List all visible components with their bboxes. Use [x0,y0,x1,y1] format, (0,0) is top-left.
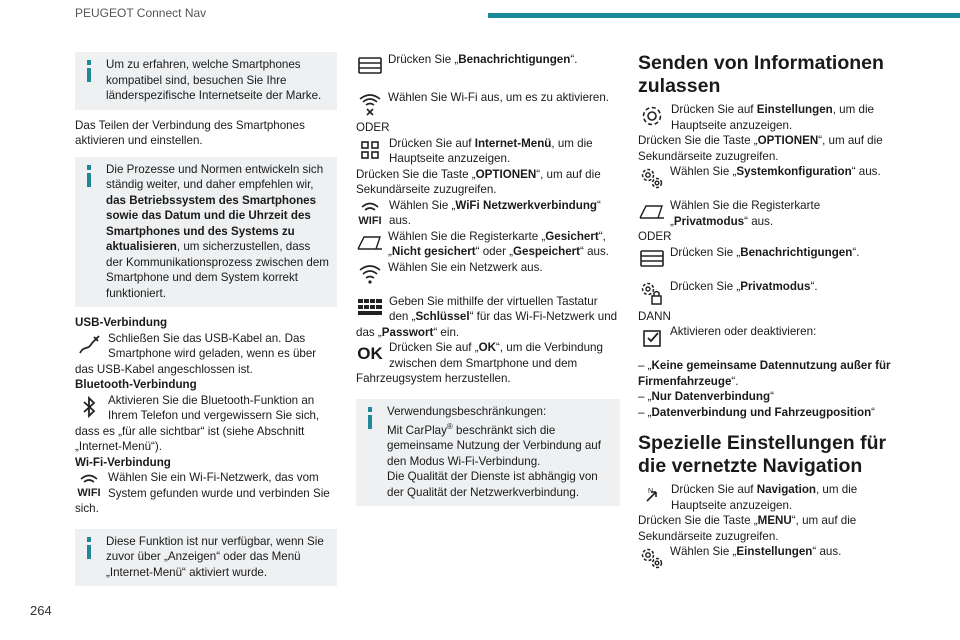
step-tab-select: Wählen Sie die Registerkarte „Gesichert“, „Nicht gesichert“ oder „Gespeichert“ aus. [356,229,620,260]
double-gear-icon [638,164,666,192]
section-title-bluetooth: Bluetooth-Verbindung [75,378,197,391]
apps-grid-icon [356,136,384,164]
notifications-icon [356,52,384,80]
step-private-tab: Wählen Sie die Registerkarte „Privatmodus“ aus. [638,198,900,229]
step-wifi-network: WIFI Wählen Sie „WiFi Netzwerkverbindung“ aus. [356,198,620,229]
svg-text:WIFI: WIFI [77,487,101,498]
svg-text:N: N [648,488,654,495]
note-text: Diese Funktion ist nur verfügbar, wenn Sie zuvor über „Anzeigen“ oder das Menü „Internet-Menü“ aktiviert wurde. [106,534,324,579]
list-item: – „Datenverbindung und Fahrzeugposition“ [638,405,876,419]
step-toggle: Aktivieren oder deaktivieren: [638,324,900,354]
list-item: – „Keine gemeinsame Datennutzung außer für Firmenfahrzeuge“. [638,359,891,388]
step-wifi-enable: Wählen Sie Wi-Fi aus, um es zu aktivieren. [356,90,620,120]
wifi-step [75,470,337,517]
or-label: ODER [356,121,390,134]
then-label: DANN [638,309,671,323]
section-heading: Senden von Informationen zulassen [638,52,884,97]
step-keyboard: Geben Sie mithilfe der virtuellen Tastatur den „Schlüssel“ für das Wi-Fi-Netzwerk und das „Passwort“ ein. [356,294,618,339]
bluetooth-text: Aktivieren Sie die Bluetooth-Funktion an Ihrem Telefon und vergewissern Sie sich, dass es „für alle sichtbar“ ist (siehe Abschnitt „Internet-Menü“). [75,393,320,453]
step-navigation: N Drücken Sie auf Navigation, um die Hauptseite anzuzeigen. [638,482,900,513]
section-title-wifi: Wi-Fi-Verbindung [75,455,171,469]
note-text: Die Prozesse und Normen entwickeln sich ständig weiter, und daher empfehlen wir, das Betriebssystem des Smartphones sowie das Datum und die Uhrzeit des Smartphones und des Systems zu aktualisieren, um sicherzustellen, dass der Kommunikationsprozess zwischen dem Smartphone und dem System korrekt funktioniert. [106,162,329,300]
navigation-arrow-icon [638,482,666,510]
checkbox-icon [638,324,666,352]
gear-lock-icon [638,279,666,307]
running-header: PEUGEOT Connect Nav [75,6,207,20]
step-internet-menu: Drücken Sie auf Internet-Menü, um die Hauptseite anzuzeigen. [356,136,620,167]
step-private-mode: Drücken Sie „Privatmodus“. [638,279,900,309]
notifications-icon [638,245,666,273]
column-middle [356,52,620,506]
double-gear-icon [638,544,666,572]
list-item: – „Nur Datenverbindung“ [638,390,774,403]
info-note [75,157,337,308]
paragraph: Drücken Sie die Taste „OPTIONEN“, um auf die Sekundärseite zuzugreifen. [638,134,883,163]
page-number: 264 [30,603,52,618]
info-note [75,52,337,110]
gear-icon [638,102,666,130]
usb-text: Schließen Sie das USB-Kabel an. Das Smartphone wird geladen, wenn es über das USB-Kabel angeschlossen ist. [75,331,317,376]
column-right [638,52,900,574]
note-text: Um zu erfahren, welche Smartphones kompatibel sind, besuchen Sie Ihre länderspezifische Internetseite der Marke. [106,58,322,102]
step-settings: Drücken Sie auf Einstellungen, um die Hauptseite anzuzeigen. [638,102,900,133]
wifi-label-icon [75,470,103,498]
wifi-text: Wählen Sie ein Wi-Fi-Netzwerk, das vom System gefunden wurde und verbinden Sie sich. [75,471,330,515]
step-settings: Wählen Sie „Einstellungen“ aus. [638,544,900,574]
section-heading: Spezielle Einstellungen für die vernetzte Navigation [638,432,887,477]
step-network-select: Wählen Sie ein Netzwerk aus. [356,260,620,290]
step-notifications: Drücken Sie „Benachrichtigungen“. [638,245,900,275]
wifi-label-icon [356,198,384,226]
usb-step [75,331,337,378]
ok-icon: OK [357,344,383,363]
or-label: ODER [638,230,672,243]
bluetooth-step [75,393,337,455]
info-note [75,529,337,587]
step-ok: OK Drücken Sie auf „OK“, um die Verbindung zwischen dem Smartphone und dem Fahrzeugsystem herzustellen. [356,341,603,385]
usb-cable-icon [75,331,103,359]
info-note: Verwendungsbeschränkungen: Mit CarPlay® beschränkt sich die gemeinsame Nutzung der Verbindung auf den Modus Wi-Fi-Verbindung. Die Qualität der Dienste ist abhängig von der Qualität der Netzwerkverbindung. [356,399,620,507]
step-notifications: Drücken Sie „Benachrichtigungen“. [356,52,620,82]
keyboard-icon [356,294,384,322]
section-title-usb: USB-Verbindung [75,316,168,329]
paragraph: Drücken Sie die Taste „MENU“, um auf die Sekundärseite zuzugreifen. [638,514,857,543]
svg-text:WIFI: WIFI [358,214,382,226]
tab-icon [638,198,666,226]
paragraph: Drücken Sie die Taste „OPTIONEN“, um auf die Sekundärseite zuzugreifen. [356,167,601,196]
step-system-config: Wählen Sie „Systemkonfiguration“ aus. [638,164,900,194]
header-accent-bar [488,13,960,18]
wifi-off-icon [356,90,384,118]
wifi-icon [356,260,384,288]
paragraph: Das Teilen der Verbindung des Smartphones aktivieren und einstellen. [75,118,305,147]
tab-icon [356,229,384,257]
bluetooth-icon [75,393,103,421]
column-left [75,52,337,586]
